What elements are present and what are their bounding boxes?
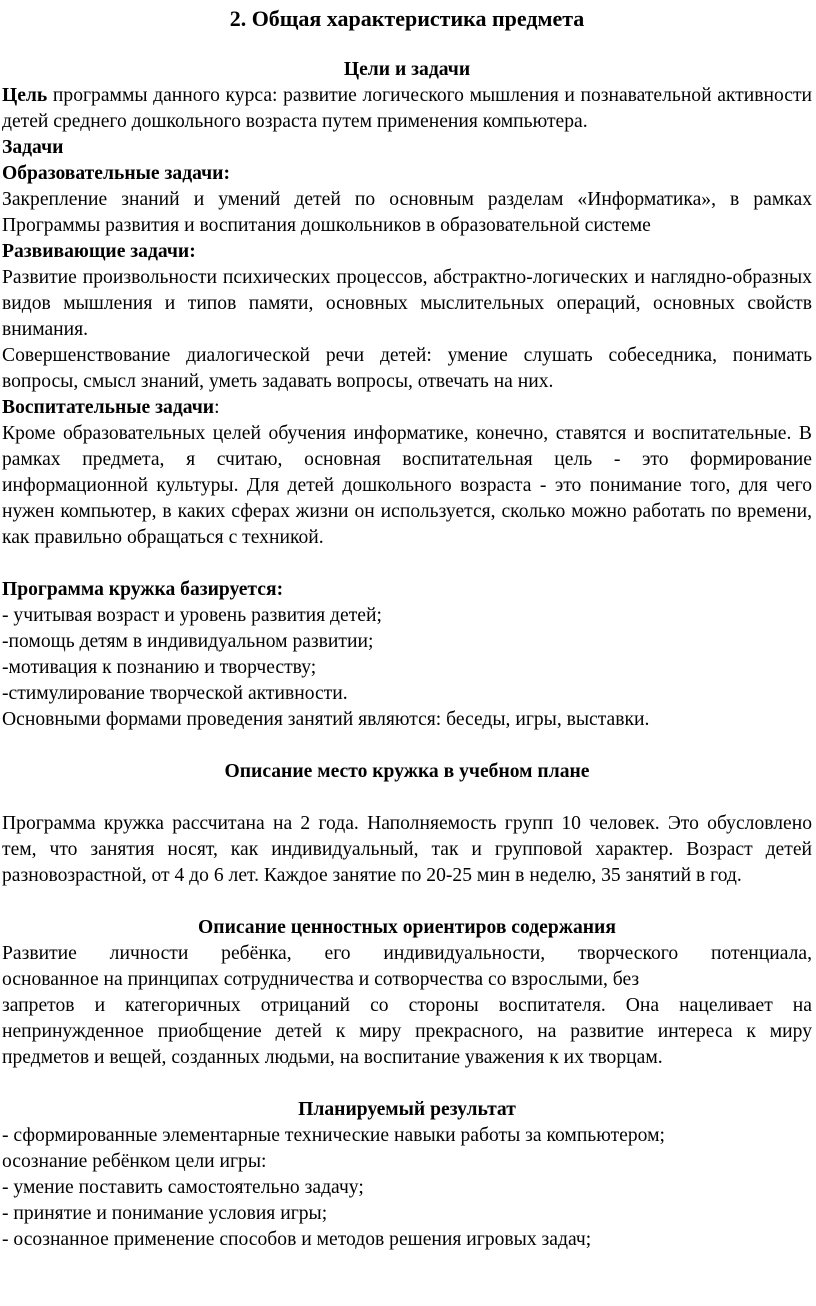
values-heading: Описание ценностных ориентиров содержания <box>198 917 616 938</box>
goals-heading: Цели и задачи <box>343 59 471 80</box>
spacer <box>2 733 812 759</box>
goal-text: программы данного курса: развитие логического мышления и познавательной активности детей среднего дошкольного возраста путем применения компьютера. <box>2 85 812 132</box>
result-item: - умение поставить самостоятельно задачу; <box>2 1177 364 1198</box>
result-item: - сформированные элементарные технические навыки работы за компьютером; <box>2 1125 665 1146</box>
place-text: Программа кружка рассчитана на 2 года. Наполняемость групп 10 человек. Это обусловлено тем, что занятия носят, как индивидуальный, так и групповой характер. Возраст детей разновозрастной, от 4 до 6 лет. Каждое занятие по 20-25 мин в неделю, 35 занятий в год. <box>2 813 812 886</box>
basis-label: Программа кружка базируется: <box>2 579 284 600</box>
page-title: 2. Общая характеристика предмета <box>229 6 585 31</box>
result-heading: Планируемый результат <box>298 1099 516 1120</box>
spacer <box>2 785 812 811</box>
upbr-tasks-heading <box>2 395 812 421</box>
goal-paragraph <box>2 83 812 135</box>
upbr-tasks-label: Воспитательные задачи <box>2 397 215 418</box>
values-text: запретов и категоричных отрицаний со стороны воспитателя. Она нацеливает на непринужденное приобщение детей к миру прекрасного, на развитие интереса к миру предметов и вещей, созданных людьми, на воспитание уважения к их творцам. <box>2 995 812 1068</box>
basis-item: -мотивация к познанию и творчеству; <box>2 657 317 678</box>
basis-item: -помощь детям в индивидуальном развитии; <box>2 631 374 652</box>
tasks-label: Задачи <box>2 137 64 158</box>
result-item: - принятие и понимание условия игры; <box>2 1203 328 1224</box>
spacer <box>2 889 812 915</box>
edu-tasks-text: Закрепление знаний и умений детей по основным разделам «Информатика», в рамках Программы развития и воспитания дошкольников в образовательной системе <box>2 189 812 236</box>
edu-tasks-label: Образовательные задачи: <box>2 163 230 184</box>
spacer <box>2 1071 812 1097</box>
basis-item: - учитывая возраст и уровень развития детей; <box>2 605 382 626</box>
result-item: - осознанное применение способов и методов решения игровых задач; <box>2 1229 592 1250</box>
upbr-tasks-text: Кроме образовательных целей обучения информатике, конечно, ставятся и воспитательные. В рамках предмета, я считаю, основная воспитательная цель - это формирование информационной культуры. Для детей дошкольного возраста - это понимание того, для чего нужен компьютер, в каких сферах жизни он используется, сколько можно работать по времени, как правильно обращаться с техникой. <box>2 423 812 548</box>
values-line-2: основанное на принципах сотрудничества и сотворчества со взрослыми, без <box>2 969 640 990</box>
result-item: осознание ребёнком цели игры: <box>2 1151 267 1172</box>
values-line-1: Развитие личности ребёнка, его индивидуальности, творческого потенциала, <box>2 943 812 964</box>
dev-tasks-text-2: Совершенствование диалогической речи детей: умение слушать собеседника, понимать вопросы, смысл знаний, уметь задавать вопросы, отвечать на них. <box>2 345 812 392</box>
place-heading: Описание место кружка в учебном плане <box>224 761 590 782</box>
goal-label: Цель <box>2 85 48 106</box>
dev-tasks-label: Развивающие задачи: <box>2 241 196 262</box>
forms-text: Основными формами проведения занятий являются: беседы, игры, выставки. <box>2 709 650 730</box>
spacer <box>2 551 812 577</box>
upbr-tasks-colon: : <box>214 397 220 418</box>
basis-item: -стимулирование творческой активности. <box>2 683 348 704</box>
dev-tasks-text-1: Развитие произвольности психических процессов, абстрактно-логических и наглядно-образных видов мышления и типов памяти, основных мыслительных операций, основных свойств внимания. <box>2 267 812 340</box>
